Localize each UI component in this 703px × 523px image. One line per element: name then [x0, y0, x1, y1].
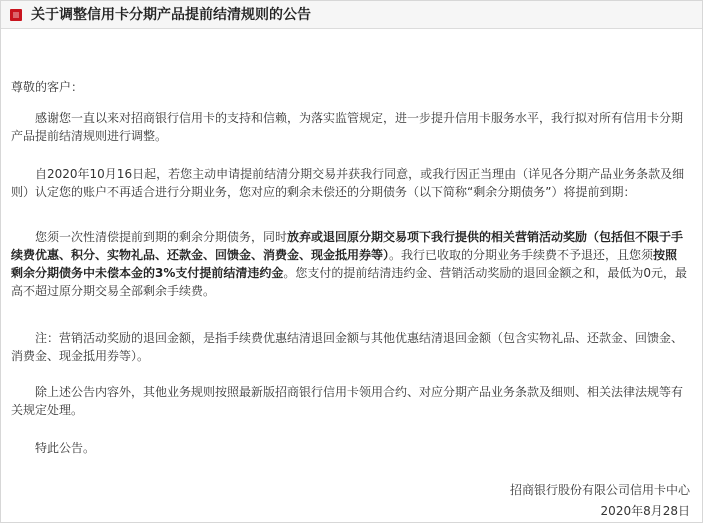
paragraph-note: 注：营销活动奖励的退回金额，是指手续费优惠结清退回金额与其他优惠结清退回金额（包含实物礼品、还款金、回馈金、消费金、现金抵用券等）。 — [11, 331, 684, 363]
terms-bold-penalty: 按照剩余分期债务中未偿本金的3%支付提前结清违约金 — [11, 248, 678, 280]
paragraph-closing: 特此公告。 — [35, 441, 96, 455]
terms-bold-rewards: 放弃或退回原分期交易项下我行提供的相关营销活动奖励（包括但不限于手续费优惠、积分、实物礼品、还款金、回馈金、消费金、现金抵用券等） — [11, 230, 684, 262]
terms-text-2: 。我行已收取的分期业务手续费不予退还，且您须 — [389, 248, 654, 262]
signature-date: 2020年8月28日 — [600, 504, 690, 518]
page-title: 关于调整信用卡分期产品提前结清规则的公告 — [31, 7, 311, 23]
paragraph-terms — [11, 228, 687, 300]
paragraph-other-rules: 除上述公告内容外，其他业务规则按照最新版招商银行信用卡领用合约、对应分期产品业务条款及细则、相关法律法规等有关规定处理。 — [11, 385, 684, 417]
title-bar — [1, 1, 702, 29]
paragraph-intro: 感谢您一直以来对招商银行信用卡的支持和信赖，为落实监管规定，进一步提升信用卡服务水平，我行拟对所有信用卡分期产品提前结清规则进行调整。 — [11, 111, 684, 143]
greeting: 尊敬的客户： — [11, 80, 84, 94]
signature-organization: 招商银行股份有限公司信用卡中心 — [509, 483, 690, 497]
terms-text-1: 您须一次性清偿提前到期的剩余分期债务，同时 — [35, 230, 288, 244]
terms-text-3: 。您支付的提前结清违约金、营销活动奖励的退回金额之和，最低为0元，最高不超过原分期交易全部剩余手续费。 — [11, 266, 688, 298]
notice-square-icon — [10, 9, 22, 21]
paragraph-effective-date: 自2020年10月16日起，若您主动申请提前结清分期交易并获我行同意，或我行因正当理由（详见各分期产品业务条款及细则）认定您的账户不再适合进行分期业务，您对应的剩余未偿还的分期债务（以下简称“剩余分期债务”）将提前到期： — [11, 167, 685, 199]
